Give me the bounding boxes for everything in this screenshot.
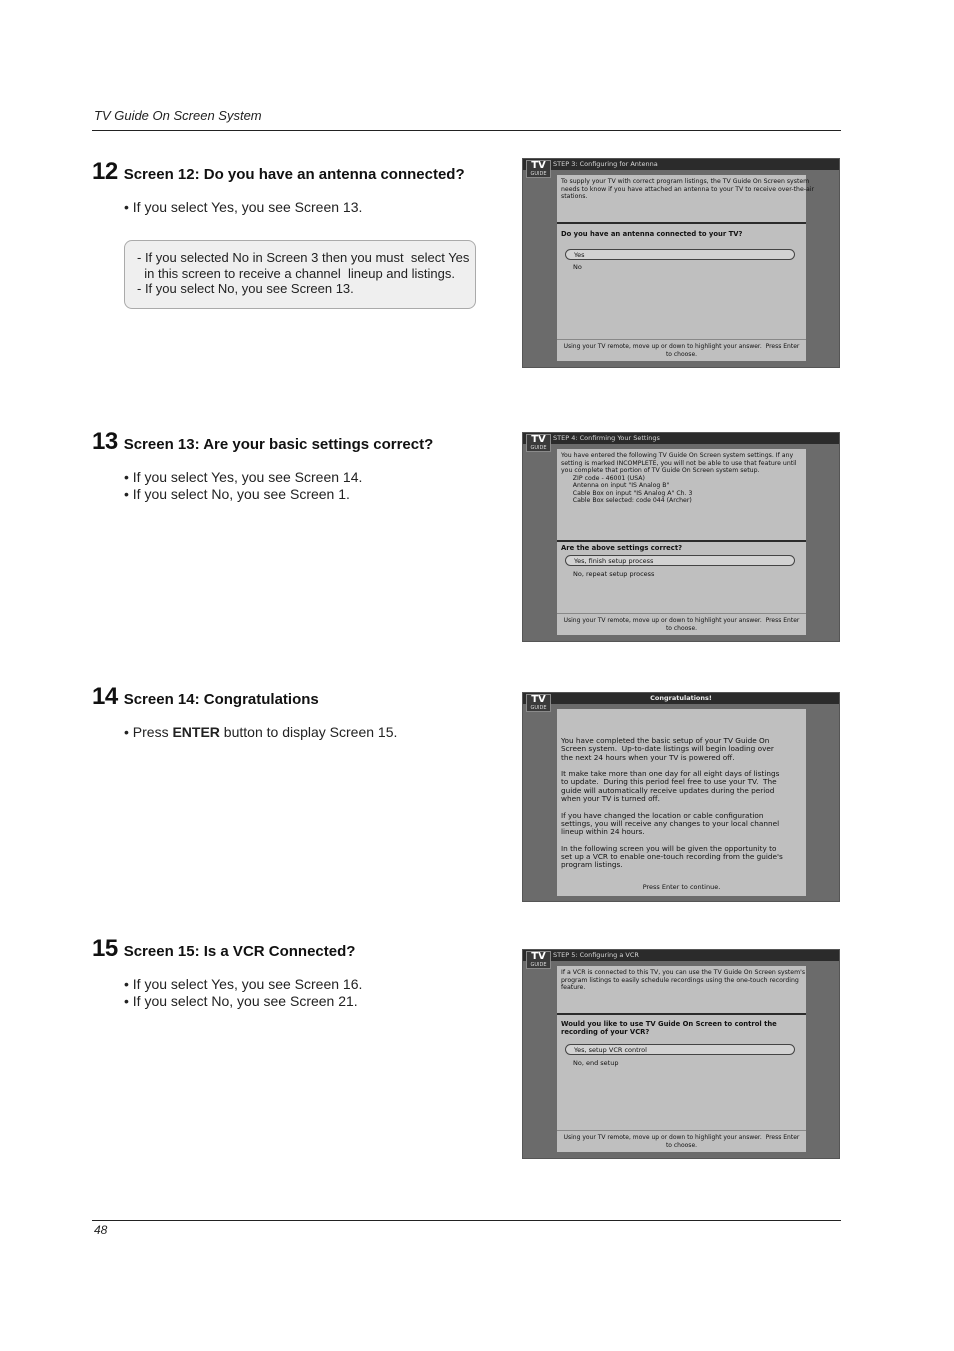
note-line: in this screen to receive a channel lineup and listings.: [137, 265, 455, 281]
tv-guide-logo: [526, 951, 551, 969]
step-number: 13: [92, 428, 118, 455]
tv-footer: [557, 339, 806, 361]
tv-option-no[interactable]: No, end setup: [573, 1059, 619, 1067]
section-15-bullets: [124, 976, 362, 1010]
tv-intro-text: [561, 969, 806, 992]
tv-paragraph: [561, 770, 801, 803]
tv-intro-line: program listings to easily schedule recordings using the one-touch recording: [561, 976, 799, 984]
tv-paragraph-line: settings, you will receive any changes to your local channel: [561, 818, 780, 828]
tv-intro-line: To supply your TV with correct program listings, the TV Guide On Screen system: [561, 178, 810, 185]
tv-option-yes[interactable]: Yes, finish setup process: [565, 555, 795, 566]
tv-screen-14: [522, 692, 840, 902]
bullet-item: • If you select Yes, you see Screen 14.: [124, 469, 363, 485]
tv-footer-line: to choose.: [665, 350, 698, 358]
step-number: 14: [92, 683, 118, 710]
tv-content-panel: [557, 966, 806, 1152]
logo-guide-text: GUIDE: [530, 171, 547, 177]
tv-footer-line: to choose.: [665, 624, 698, 632]
tv-paragraph-line: set up a VCR to enable one-touch recording from the guide's: [561, 852, 783, 862]
logo-guide-text: GUIDE: [530, 705, 547, 711]
tv-question: [561, 230, 801, 238]
tv-intro-line: you complete that portion of TV Guide On Screen system setup.: [561, 467, 760, 474]
tv-intro-line: feature.: [561, 984, 586, 991]
tv-question: [561, 544, 801, 552]
tv-option-yes[interactable]: Yes, setup VCR control: [565, 1044, 795, 1055]
tv-step-title: STEP 4: Confirming Your Settings: [553, 434, 660, 442]
tv-content-panel: [557, 449, 806, 635]
tv-footer-line: Using your TV remote, move up or down to highlight your answer. Press Enter: [563, 343, 800, 350]
tv-screen-13: [522, 432, 840, 642]
bullet-item: • If you select Yes, you see Screen 13.: [124, 199, 363, 215]
running-header: TV Guide On Screen System: [94, 108, 262, 123]
tv-intro-line: setting is marked INCOMPLETE, you will not be able to use that feature until: [561, 459, 797, 467]
tv-paragraph-line: You have completed the basic setup of your TV Guide On: [561, 736, 770, 745]
enter-key-label: ENTER: [172, 724, 220, 740]
header-rule: [92, 130, 841, 131]
tv-guide-logo: [526, 434, 551, 452]
note-box: [124, 240, 476, 309]
step-number: 15: [92, 935, 118, 962]
tv-paragraph-line: lineup within 24 hours.: [561, 827, 645, 837]
tv-footer: [557, 1130, 806, 1152]
tv-intro-line: stations.: [561, 193, 588, 200]
section-title: Screen 13: Are your basic settings correct?: [123, 436, 434, 453]
tv-paragraph-line: to update. During this period feel free to use your TV. The: [561, 777, 777, 787]
section-15-heading: [92, 935, 355, 963]
tv-intro-line: Cable Box on input "IS Analog A" Ch. 3: [561, 489, 693, 497]
tv-intro-text: [561, 452, 801, 505]
tv-intro-line: Cable Box selected: code 044 (Archer): [561, 497, 692, 504]
tv-screen-12: [522, 158, 840, 368]
bullet-item: • If you select No, you see Screen 21.: [124, 993, 358, 1009]
tv-step-title: Congratulations!: [650, 694, 712, 702]
tv-footer-line: Using your TV remote, move up or down to highlight your answer. Press Enter: [563, 617, 800, 624]
section-14-heading: [92, 683, 319, 711]
note-line: - If you selected No in Screen 3 then you must select Yes: [137, 250, 470, 265]
tv-footer-line: to choose.: [665, 1141, 698, 1149]
footer-rule: [92, 1220, 841, 1221]
bullet-prefix: • Press: [124, 724, 173, 740]
tv-content-panel: [557, 709, 806, 896]
section-title: Screen 14: Congratulations: [123, 691, 319, 708]
tv-intro-line: Antenna on input "IS Analog B": [561, 482, 670, 489]
tv-screen-15: [522, 949, 840, 1159]
tv-footer-line: Using your TV remote, move up or down to highlight your answer. Press Enter: [563, 1134, 800, 1141]
logo-guide-text: GUIDE: [530, 962, 547, 968]
tv-paragraph-line: when your TV is turned off.: [561, 794, 660, 804]
tv-question-line: recording of your VCR?: [561, 1028, 650, 1036]
bullet-item: • If you select No, you see Screen 1.: [124, 486, 350, 502]
tv-intro-line: ZIP code - 46001 (USA): [561, 474, 645, 482]
tv-paragraph-line: guide will automatically receive updates during the period: [561, 785, 775, 795]
tv-question-line: Are the above settings correct?: [561, 544, 683, 552]
tv-paragraph-line: the next 24 hours when your TV is powered off.: [561, 752, 735, 762]
tv-step-title: STEP 3: Configuring for Antenna: [553, 160, 658, 168]
tv-intro-line: needs to know if you have attached an antenna to your TV to receive over-the-air: [561, 185, 815, 193]
tv-paragraph: [561, 845, 801, 870]
tv-content-panel: [557, 175, 815, 361]
tv-intro-line: You have entered the following TV Guide On Screen system settings. If any: [561, 452, 794, 459]
bullet-item: • If you select Yes, you see Screen 16.: [124, 976, 363, 992]
tv-option-no[interactable]: No, repeat setup process: [573, 570, 655, 578]
logo-tv-text: TV: [531, 434, 546, 445]
note-line: - If you select No, you see Screen 13.: [137, 281, 354, 296]
tv-paragraph-line: It make take more than one day for all eight days of listings: [561, 769, 780, 779]
tv-separator: [557, 540, 806, 542]
tv-option-no[interactable]: No: [573, 263, 582, 271]
tv-paragraph-line: In the following screen you will be given the opportunity to: [561, 843, 777, 853]
tv-step-title: STEP 5: Configuring a VCR: [553, 951, 639, 959]
tv-congrats-body: [561, 737, 801, 878]
logo-guide-text: GUIDE: [530, 445, 547, 451]
tv-intro-text: [561, 178, 815, 201]
tv-option-yes[interactable]: Yes: [565, 249, 795, 260]
tv-question-line: Do you have an antenna connected to your TV?: [561, 230, 743, 238]
tv-intro-line: If a VCR is connected to this TV, you can use the TV Guide On Screen system's: [561, 969, 806, 976]
tv-paragraph: [561, 737, 801, 762]
tv-footer: [557, 613, 806, 635]
tv-paragraph-line: If you have changed the location or cable configuration: [561, 810, 764, 820]
section-12-bullets: [124, 199, 362, 216]
tv-paragraph-line: program listings.: [561, 860, 623, 870]
section-title: Screen 12: Do you have an antenna connected?: [123, 166, 465, 183]
page-number: 48: [94, 1223, 108, 1237]
bullet-item: [124, 724, 397, 741]
press-enter-text: Press Enter to continue.: [642, 883, 721, 891]
section-14-bullets: [124, 724, 397, 741]
logo-tv-text: TV: [531, 160, 546, 171]
tv-question: [561, 1020, 801, 1036]
logo-tv-text: TV: [531, 694, 546, 705]
step-number: 12: [92, 158, 118, 185]
section-13-bullets: [124, 469, 362, 503]
tv-separator: [557, 1013, 806, 1015]
section-title: Screen 15: Is a VCR Connected?: [123, 943, 356, 960]
tv-question-line: Would you like to use TV Guide On Screen to control the: [561, 1020, 777, 1028]
section-13-heading: [92, 428, 433, 456]
tv-paragraph: [561, 812, 801, 837]
section-12-heading: [92, 158, 465, 186]
tv-separator: [557, 222, 806, 224]
tv-paragraph-line: Screen system. Up-to-date listings will begin loading over: [561, 744, 774, 754]
tv-guide-logo: [526, 160, 551, 178]
logo-tv-text: TV: [531, 951, 546, 962]
bullet-suffix: button to display Screen 15.: [219, 724, 398, 740]
